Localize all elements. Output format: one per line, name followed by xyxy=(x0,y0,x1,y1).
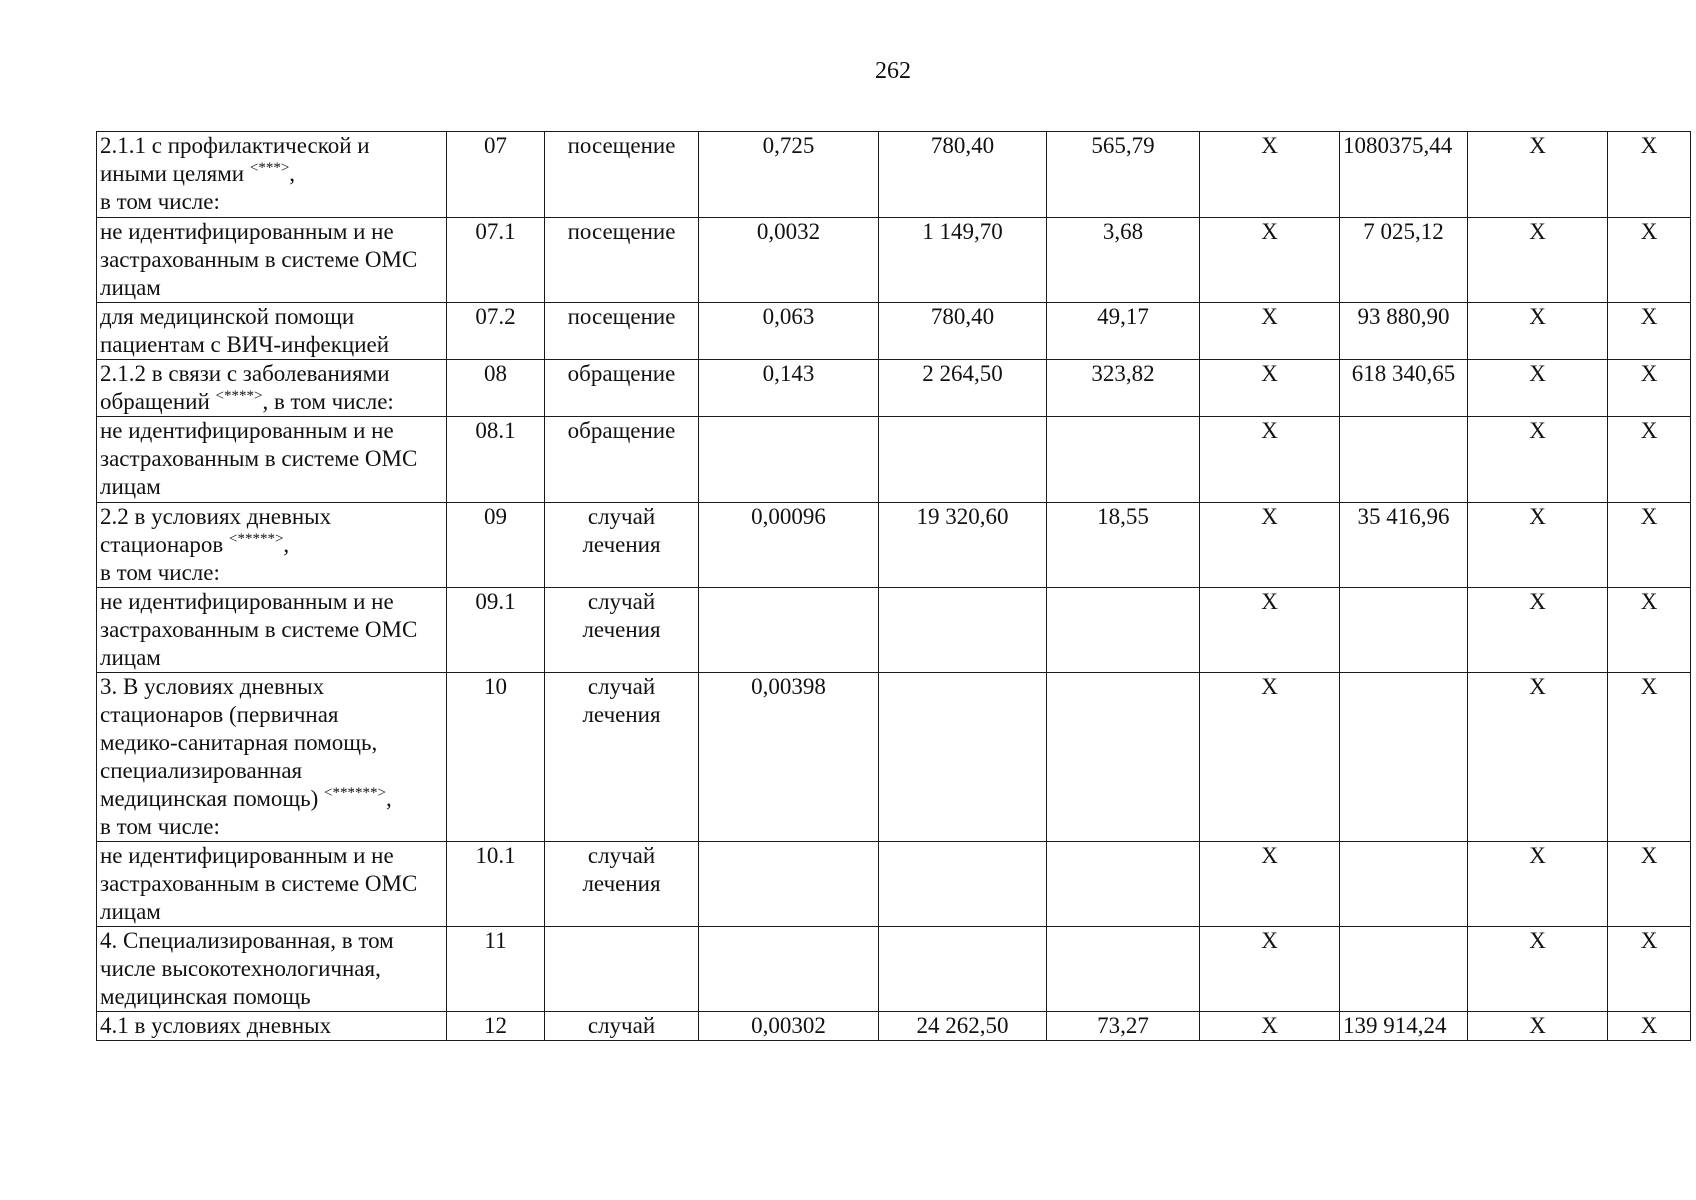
table-row xyxy=(97,218,1691,303)
row-name: 3. В условиях дневных xyxy=(100,674,325,699)
row-name: не идентифицированным и не застрахованным в системе ОМС лицам xyxy=(97,218,447,303)
row-unit xyxy=(545,927,699,1012)
row-name: , xyxy=(385,786,392,811)
row-per-capita xyxy=(1047,588,1200,673)
row-total: 7 025,12 xyxy=(1340,218,1468,303)
table-row xyxy=(97,1012,1691,1041)
row-cost xyxy=(879,588,1047,673)
row-per-capita: 323,82 xyxy=(1047,360,1200,417)
row-code: 10 xyxy=(447,673,545,842)
row-name: медицинская помощь) xyxy=(100,786,325,811)
row-name: не идентифицированным и не застрахованным в системе ОМС лицам xyxy=(97,588,447,673)
row-name: , xyxy=(283,532,290,557)
row-total xyxy=(1340,927,1468,1012)
row-col10: X xyxy=(1608,417,1691,503)
row-per-capita: 73,27 xyxy=(1047,1012,1200,1041)
row-code: 08 xyxy=(447,360,545,417)
row-col10: X xyxy=(1608,303,1691,360)
row-norm xyxy=(699,588,879,673)
row-name: 2.1.2 в связи с заболеваниями xyxy=(100,361,390,386)
row-name: 4.1 в условиях дневных xyxy=(97,1012,447,1041)
row-col9: X xyxy=(1468,842,1608,927)
row-code: 07.1 xyxy=(447,218,545,303)
row-unit: случай лечения xyxy=(545,588,699,673)
row-col10: X xyxy=(1608,673,1691,842)
row-total xyxy=(1340,588,1468,673)
row-per-capita xyxy=(1047,842,1200,927)
row-col7: X xyxy=(1200,673,1340,842)
row-name: медико-санитарная помощь, xyxy=(100,730,378,755)
row-col9: X xyxy=(1468,503,1608,588)
row-norm xyxy=(699,417,879,503)
row-name: , в том числе: xyxy=(262,389,394,414)
row-name-cell xyxy=(97,132,447,218)
table-row xyxy=(97,503,1691,588)
row-per-capita: 18,55 xyxy=(1047,503,1200,588)
row-norm: 0,143 xyxy=(699,360,879,417)
row-name: в том числе: xyxy=(100,189,220,214)
row-code: 07.2 xyxy=(447,303,545,360)
table-row xyxy=(97,417,1691,503)
row-col7: X xyxy=(1200,417,1340,503)
row-col10: X xyxy=(1608,360,1691,417)
row-total xyxy=(1340,417,1468,503)
row-unit: посещение xyxy=(545,132,699,218)
row-total: 1080375,44 xyxy=(1340,132,1468,218)
row-norm: 0,00096 xyxy=(699,503,879,588)
footnote-mark: <******> xyxy=(324,785,386,801)
row-col7: X xyxy=(1200,588,1340,673)
row-name-cell xyxy=(97,673,447,842)
row-col10: X xyxy=(1608,1012,1691,1041)
row-per-capita: 3,68 xyxy=(1047,218,1200,303)
row-code: 09.1 xyxy=(447,588,545,673)
row-total: 618 340,65 xyxy=(1340,360,1468,417)
row-norm xyxy=(699,842,879,927)
row-name: стационаров xyxy=(100,532,229,557)
row-name: 2.2 в условиях дневных xyxy=(100,504,332,529)
row-col7: X xyxy=(1200,303,1340,360)
row-per-capita: 49,17 xyxy=(1047,303,1200,360)
row-norm xyxy=(699,927,879,1012)
row-col9: X xyxy=(1468,360,1608,417)
row-name: 4. Специализированная, в том числе высокотехнологичная, медицинская помощь xyxy=(97,927,447,1012)
row-name: специализированная xyxy=(100,758,303,783)
footnote-mark: <****> xyxy=(215,388,263,404)
row-norm: 0,00302 xyxy=(699,1012,879,1041)
row-unit: обращение xyxy=(545,360,699,417)
row-cost xyxy=(879,927,1047,1012)
page-number: 262 xyxy=(875,58,911,84)
row-name: в том числе: xyxy=(100,814,220,839)
row-cost xyxy=(879,842,1047,927)
row-col10: X xyxy=(1608,132,1691,218)
row-total: 93 880,90 xyxy=(1340,303,1468,360)
row-name: 2.1.1 с профилактической и xyxy=(100,133,370,158)
row-unit: посещение xyxy=(545,218,699,303)
row-name-cell xyxy=(97,503,447,588)
row-col7: X xyxy=(1200,1012,1340,1041)
row-name: , xyxy=(289,161,296,186)
row-unit: случай лечения xyxy=(545,673,699,842)
row-code: 07 xyxy=(447,132,545,218)
row-col7: X xyxy=(1200,503,1340,588)
row-name: стационаров (первичная xyxy=(100,702,339,727)
row-unit: обращение xyxy=(545,417,699,503)
row-name: не идентифицированным и не застрахованным в системе ОМС лицам xyxy=(97,417,447,503)
row-total xyxy=(1340,673,1468,842)
table-row xyxy=(97,132,1691,218)
table-row xyxy=(97,303,1691,360)
row-per-capita xyxy=(1047,927,1200,1012)
row-code: 10.1 xyxy=(447,842,545,927)
row-code: 11 xyxy=(447,927,545,1012)
row-cost xyxy=(879,673,1047,842)
row-per-capita: 565,79 xyxy=(1047,132,1200,218)
row-unit: посещение xyxy=(545,303,699,360)
row-total xyxy=(1340,842,1468,927)
table-row xyxy=(97,588,1691,673)
row-per-capita xyxy=(1047,417,1200,503)
table-row xyxy=(97,360,1691,417)
row-col7: X xyxy=(1200,132,1340,218)
row-col9: X xyxy=(1468,132,1608,218)
row-norm: 0,0032 xyxy=(699,218,879,303)
row-total: 35 416,96 xyxy=(1340,503,1468,588)
table-row xyxy=(97,842,1691,927)
row-code: 09 xyxy=(447,503,545,588)
row-cost: 24 262,50 xyxy=(879,1012,1047,1041)
row-cost: 780,40 xyxy=(879,303,1047,360)
row-norm: 0,063 xyxy=(699,303,879,360)
row-col10: X xyxy=(1608,503,1691,588)
row-name: иными целями xyxy=(100,161,250,186)
row-norm: 0,00398 xyxy=(699,673,879,842)
row-name: обращений xyxy=(100,389,216,414)
table-row xyxy=(97,673,1691,842)
row-col9: X xyxy=(1468,417,1608,503)
row-name: для медицинской помощи пациентам с ВИЧ-инфекцией xyxy=(97,303,447,360)
row-col9: X xyxy=(1468,218,1608,303)
row-unit: случай лечения xyxy=(545,842,699,927)
row-unit: случай лечения xyxy=(545,503,699,588)
row-col9: X xyxy=(1468,927,1608,1012)
row-col10: X xyxy=(1608,842,1691,927)
row-col9: X xyxy=(1468,673,1608,842)
row-code: 08.1 xyxy=(447,417,545,503)
row-cost: 19 320,60 xyxy=(879,503,1047,588)
row-col7: X xyxy=(1200,927,1340,1012)
row-unit: случай xyxy=(545,1012,699,1041)
row-name: не идентифицированным и не застрахованным в системе ОМС лицам xyxy=(97,842,447,927)
row-cost: 1 149,70 xyxy=(879,218,1047,303)
row-name-cell xyxy=(97,360,447,417)
row-cost: 780,40 xyxy=(879,132,1047,218)
row-per-capita xyxy=(1047,673,1200,842)
footnote-mark: <*****> xyxy=(229,531,284,547)
row-col10: X xyxy=(1608,927,1691,1012)
row-name: в том числе: xyxy=(100,560,220,585)
row-col9: X xyxy=(1468,303,1608,360)
row-cost: 2 264,50 xyxy=(879,360,1047,417)
row-col9: X xyxy=(1468,1012,1608,1041)
data-table xyxy=(96,131,1691,1041)
row-col7: X xyxy=(1200,360,1340,417)
row-cost xyxy=(879,417,1047,503)
table-row xyxy=(97,927,1691,1012)
row-col7: X xyxy=(1200,842,1340,927)
row-col10: X xyxy=(1608,218,1691,303)
row-code: 12 xyxy=(447,1012,545,1041)
row-col10: X xyxy=(1608,588,1691,673)
row-norm: 0,725 xyxy=(699,132,879,218)
row-total: 139 914,24 xyxy=(1340,1012,1468,1041)
footnote-mark: <***> xyxy=(249,160,290,176)
row-col9: X xyxy=(1468,588,1608,673)
row-col7: X xyxy=(1200,218,1340,303)
